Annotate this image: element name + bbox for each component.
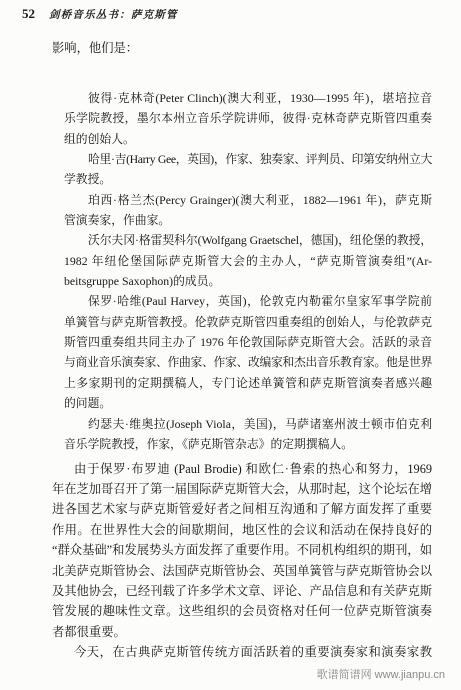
contributor-list	[64, 88, 432, 454]
site-watermark: 歌谱简谱网 www.jianpu.cn	[316, 669, 445, 681]
entry-line: 斯管四重奏组共同主办了 1976 年伦敦国际萨克斯管大会。活跃的录音	[64, 335, 432, 350]
paragraph-line: 者都很重要。	[52, 624, 126, 639]
intro-line: 影响，他们是：	[52, 41, 139, 55]
entry-line: 彼得·克林奇(Peter Clinch)(澳大利亚，1930—1995 年)，堪培拉音	[88, 91, 432, 105]
paragraph-line: “群众基础”和发展势头方面发挥了重要作用。不同机构组织的期刊，如	[52, 543, 432, 558]
entry-line: 单簧管与萨克斯管教授。伦敦萨克斯管四重奏组的创始人，与伦敦萨克	[64, 314, 432, 329]
paragraph-line: 作用。在世界性大会的间歇期间，地区性的会议和活动在保持良好的	[52, 522, 432, 537]
running-header	[22, 6, 178, 26]
entry-line: 管演奏家，作曲家。	[64, 213, 171, 228]
entry-line: 学教授。	[64, 172, 112, 187]
paragraph-line: 进各国艺术家与萨克斯管爱好者之间相互沟通和了解方面发挥了重要	[52, 502, 432, 517]
entry-line: 保罗·哈维(Paul Harvey，英国)，伦敦克内勒霍尔皇家军事学院前	[88, 294, 432, 309]
entry-line: 珀西·格兰杰(Percy Grainger)(澳大利亚，1882—1961 年)，萨克斯	[88, 192, 432, 207]
paragraph-line: 由于保罗·布罗迪 (Paul Brodie) 和欧仁·鲁索的热心和努力，1969	[74, 461, 432, 476]
contributor-entry	[64, 291, 432, 413]
paragraph-line: 北美萨克斯管协会、法国萨克斯管协会、英国单簧管与萨克斯管协会以	[52, 563, 432, 578]
entry-line: 上多家期刊的定期撰稿人，专门论述单簧管和萨克斯管演奏者感兴趣	[64, 375, 432, 390]
page-number: 52	[22, 6, 35, 21]
entry-line: 音乐学院教授，作家，《萨克斯管杂志》的定期撰稿人。	[64, 436, 354, 451]
contributor-entry	[64, 414, 432, 455]
contributor-entry	[64, 88, 432, 149]
entry-line: 约瑟夫·维奥拉(Joseph Viola，美国)，马萨诸塞州波士顿市伯克利	[88, 416, 432, 431]
contributor-entry	[64, 149, 432, 190]
entry-line: 沃尔夫冈·格雷契科尔(Wolfgang Graetschel，德国)，纽伦堡的教授，	[88, 233, 432, 248]
paragraph-line: 及其他协会，已经刊载了许多学术文章、评论、产品信息和有关萨克斯	[52, 583, 432, 598]
running-title: 剑桥音乐丛书：萨克斯管	[49, 10, 178, 21]
body-text	[52, 459, 432, 662]
paragraph	[52, 459, 432, 642]
entry-line: 组的创始人。	[64, 131, 135, 146]
contributor-entry	[64, 230, 432, 291]
entry-line: 与商业音乐演奏家、作曲家、作家、改编家和杰出音乐教育家。他是世界	[64, 355, 432, 370]
paragraph	[52, 642, 432, 662]
entry-line: 的问题。	[64, 396, 112, 411]
paragraph-line: 管发展的趣味性文章。这些组织的会员资格对任何一位萨克斯管演奏	[52, 604, 432, 619]
entry-line: 1982 年纽伦堡国际萨克斯管大会的主办人，“萨克斯管演奏组”(Ar-	[64, 253, 432, 268]
paragraph-line: 今天，在古典萨克斯管传统方面活跃着的重要演奏家和演奏家教	[74, 644, 432, 659]
entry-line: 乐学院教授，墨尔本州立音乐学院讲师，彼得·克林奇萨克斯管四重奏	[64, 111, 432, 126]
entry-line: 哈里·吉(Harry Gee，英国)，作家、独奏家、评判员、印第安纳州立大	[88, 152, 432, 167]
contributor-entry	[64, 190, 432, 231]
paragraph-line: 年在芝加哥召开了第一届国际萨克斯管大会，从那时起，这个论坛在增	[52, 482, 432, 497]
entry-line: beitsgruppe Saxophon)的成员。	[64, 274, 221, 289]
